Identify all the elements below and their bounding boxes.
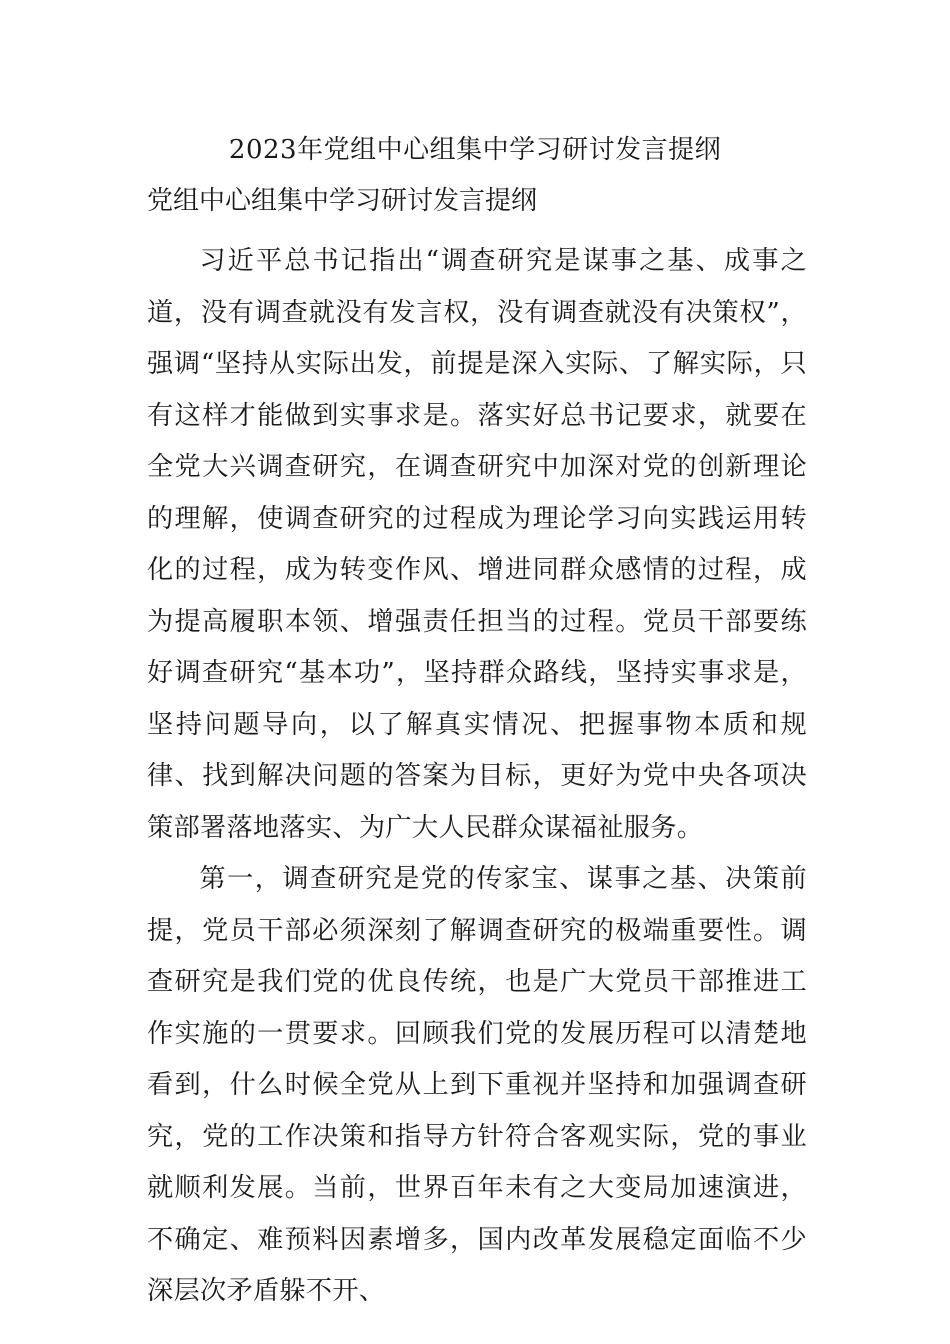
paragraph-first-point: 第一，调查研究是党的传家宝、谋事之基、决策前提，党员干部必须深刻了解调查研究的极端重要性。调查研究是我们党的优良传统，也是广大党员干部推进工作实施的一贯要求。回顾我们党的发展历程可以清楚地看到，什么时候全党从上到下重视并坚持和加强调查研究，党的工作决策和指导方针符合客观实际，党的事业就顺利发展。当前，世界百年未有之大变局加速演进，不确定、难预料因素增多，国内改革发展稳定面临不少深层次矛盾躲不开、 xyxy=(147,864,807,1306)
document-body xyxy=(147,236,807,1318)
document-subtitle: 党组中心组集中学习研讨发言提纲 xyxy=(147,186,538,216)
document-title: 2023年党组中心组集中学习研讨发言提纲 xyxy=(228,135,722,165)
paragraph-intro: 习近平总书记指出“调查研究是谋事之基、成事之道，没有调查就没有发言权，没有调查就没有决策权”，强调“坚持从实际出发，前提是深入实际、了解实际，只有这样才能做到实事求是。落实好总书记要求，就要在全党大兴调查研究，在调查研究中加深对党的创新理论的理解，使调查研究的过程成为理论学习向实践运用转化的过程，成为转变作风、增进同群众感情的过程，成为提高履职本领、增强责任担当的过程。党员干部要练好调查研究“基本功”，坚持群众路线，坚持实事求是，坚持问题导向，以了解真实情况、把握事物本质和规律、找到解决问题的答案为目标，更好为党中央各项决策部署落地落实、为广大人民群众谋福祉服务。 xyxy=(147,246,807,843)
